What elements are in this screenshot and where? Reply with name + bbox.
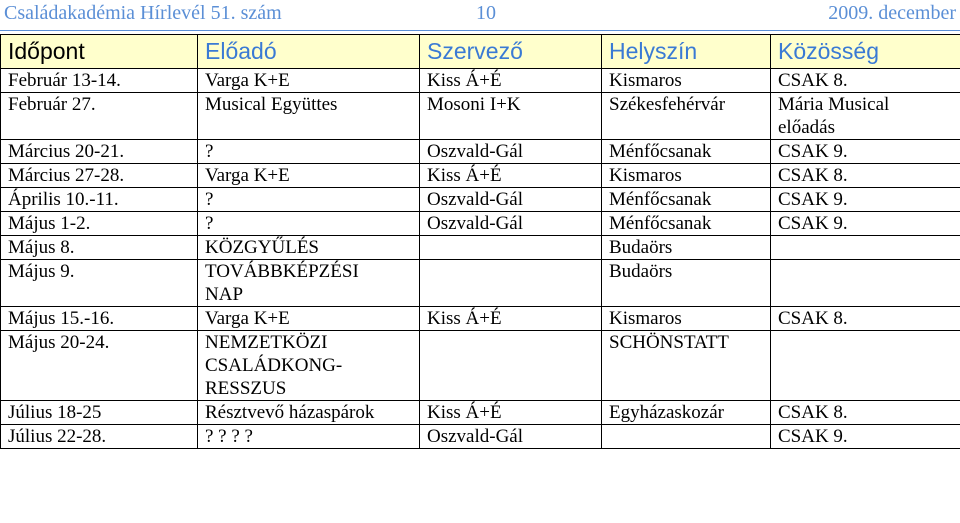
cell-text: Május 15.-16. [8,308,115,329]
cell-text: Mária Musical előadás [778,94,890,138]
table-row [1,236,960,260]
cell-text: NEMZETKÖZI CSALÁDKONG- RESSZUS [205,332,343,399]
cell-text: Budaörs [609,237,673,258]
cell-community [771,307,960,331]
column-header-community: Közösség [771,35,960,69]
table-row [1,93,960,140]
cell-organizer [420,140,602,164]
cell-date [1,212,198,236]
cell-location [602,164,771,188]
cell-presenter [198,401,420,425]
cell-date [1,69,198,93]
cell-organizer [420,188,602,212]
column-header-presenter: Előadó [198,35,420,69]
cell-organizer [420,69,602,93]
cell-presenter [198,69,420,93]
cell-text: Résztvevő házaspárok [205,402,375,423]
cell-text: Kismaros [609,70,682,91]
cell-text: CSAK 9. [778,189,848,210]
cell-text: Május 1-2. [8,213,91,234]
cell-text: Március 20-21. [8,141,125,162]
cell-text: CSAK 8. [778,70,848,91]
table-row [1,212,960,236]
cell-presenter [198,140,420,164]
cell-location [602,331,771,401]
table-header-row [1,35,960,69]
cell-presenter [198,425,420,449]
table-row [1,425,960,449]
cell-date [1,425,198,449]
column-header-organizer: Szervező [420,35,602,69]
cell-text: CSAK 9. [778,141,848,162]
cell-location [602,69,771,93]
cell-text: Kiss Á+É [427,70,502,91]
cell-date [1,93,198,140]
cell-text: Varga K+E [205,308,290,329]
cell-organizer [420,212,602,236]
cell-community [771,212,960,236]
cell-date [1,236,198,260]
cell-location [602,93,771,140]
cell-text: CSAK 9. [778,426,848,447]
cell-text: Július 18-25 [8,402,102,423]
cell-organizer [420,260,602,307]
cell-community [771,164,960,188]
cell-text: Oszvald-Gál [427,426,524,447]
cell-text: Május 8. [8,237,75,258]
cell-text: Március 27-28. [8,165,125,186]
cell-location [602,307,771,331]
table-row [1,260,960,307]
cell-community [771,188,960,212]
cell-text: KÖZGYŰLÉS [205,237,319,258]
cell-organizer [420,307,602,331]
cell-text: ? ? ? ? [205,426,253,447]
cell-text: Február 27. [8,94,96,115]
cell-text: Székesfehérvár [609,94,726,115]
cell-date [1,260,198,307]
cell-community [771,140,960,164]
cell-text: CSAK 8. [778,308,848,329]
cell-location [602,236,771,260]
cell-date [1,401,198,425]
cell-text: Április 10.-11. [8,189,119,210]
issue-date: 2009. december [828,2,956,24]
header-rule [0,30,960,31]
cell-text: Május 20-24. [8,332,110,353]
cell-text: Ménfőcsanak [609,189,712,210]
cell-text: Kismaros [609,165,682,186]
cell-organizer [420,164,602,188]
cell-organizer [420,425,602,449]
table-row [1,401,960,425]
cell-presenter [198,164,420,188]
table-body [1,69,960,449]
cell-text: Musical Együttes [205,94,338,115]
cell-location [602,140,771,164]
cell-location [602,401,771,425]
cell-organizer [420,401,602,425]
table-row [1,140,960,164]
cell-text: Ménfőcsanak [609,213,712,234]
page-number: 10 [476,2,496,24]
cell-text: Oszvald-Gál [427,213,524,234]
cell-date [1,307,198,331]
cell-text: Május 9. [8,261,75,282]
cell-community [771,236,960,260]
cell-community [771,93,960,140]
cell-text: Július 22-28. [8,426,107,447]
cell-text: Kiss Á+É [427,308,502,329]
table-row [1,307,960,331]
cell-text: Oszvald-Gál [427,141,524,162]
table-row [1,188,960,212]
cell-presenter [198,93,420,140]
cell-community [771,69,960,93]
cell-text: Kismaros [609,308,682,329]
cell-location [602,425,771,449]
cell-community [771,260,960,307]
table-row [1,331,960,401]
cell-text: Oszvald-Gál [427,189,524,210]
table-row [1,164,960,188]
cell-location [602,188,771,212]
cell-organizer [420,236,602,260]
cell-organizer [420,93,602,140]
cell-text: Varga K+E [205,70,290,91]
cell-text: Ménfőcsanak [609,141,712,162]
cell-date [1,140,198,164]
schedule-table [0,34,960,449]
cell-presenter [198,260,420,307]
table-row [1,69,960,93]
cell-presenter [198,331,420,401]
column-header-location: Helyszín [602,35,771,69]
cell-date [1,188,198,212]
column-header-date: Időpont [1,35,198,69]
cell-presenter [198,307,420,331]
cell-text: Egyházaskozár [609,402,724,423]
cell-text: Február 13-14. [8,70,121,91]
newsletter-title: Családakadémia Hírlevél 51. szám [4,2,282,24]
cell-text: Kiss Á+É [427,165,502,186]
cell-text: CSAK 8. [778,402,848,423]
cell-text: TOVÁBBKÉPZÉSI NAP [205,261,359,305]
cell-community [771,425,960,449]
cell-presenter [198,236,420,260]
cell-community [771,331,960,401]
cell-date [1,164,198,188]
cell-location [602,212,771,236]
cell-text: ? [205,189,214,210]
cell-text: ? [205,141,214,162]
cell-text: Kiss Á+É [427,402,502,423]
cell-text: Mosoni I+K [427,94,521,115]
cell-presenter [198,188,420,212]
cell-location [602,260,771,307]
cell-community [771,401,960,425]
cell-text: ? [205,213,214,234]
cell-text: SCHÖNSTATT [609,332,729,353]
cell-organizer [420,331,602,401]
cell-text: Varga K+E [205,165,290,186]
cell-text: CSAK 8. [778,165,848,186]
cell-text: Budaörs [609,261,673,282]
running-header [0,0,960,34]
cell-date [1,331,198,401]
cell-presenter [198,212,420,236]
cell-text: CSAK 9. [778,213,848,234]
